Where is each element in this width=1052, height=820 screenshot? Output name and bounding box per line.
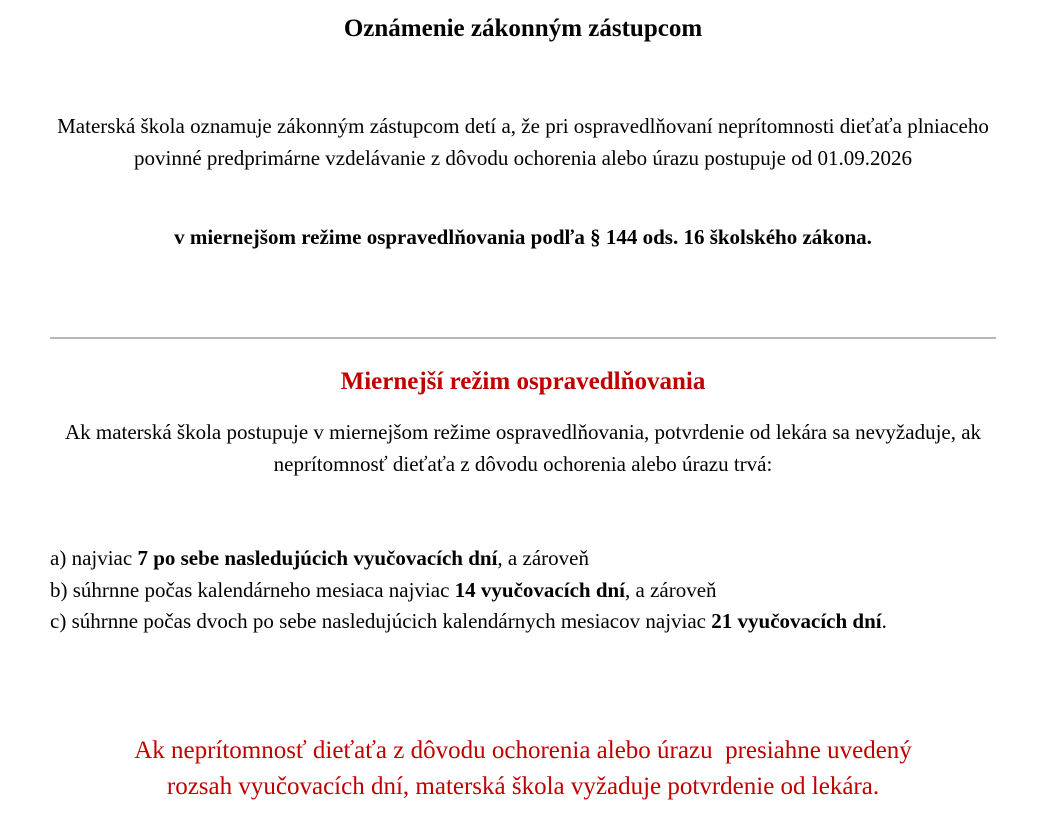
condition-c-suffix: . — [881, 609, 887, 633]
conditions-list — [50, 543, 930, 638]
condition-a-emphasis: 7 po sebe nasledujúcich vyučovacích dní — [137, 546, 498, 570]
condition-c-emphasis: 21 vyučovacích dní — [711, 609, 882, 633]
condition-a-suffix: , a zároveň — [497, 546, 589, 570]
section-divider — [50, 337, 996, 339]
doctor-certificate-warning — [30, 733, 1016, 805]
warning-line-1: Ak neprítomnosť dieťaťa z dôvodu ochorenia alebo úrazu presiahne uvedený — [134, 737, 912, 764]
section-paragraph: Ak materská škola postupuje v miernejšom režime ospravedlňovania, potvrdenie od lekára sa nevyžaduje, ak neprítomnosť dieťaťa z dôvodu ochorenia alebo úrazu trvá: — [64, 420, 982, 476]
condition-c — [50, 606, 930, 638]
intro-bold-statement: v miernejšom režime ospravedlňovania podľa § 144 ods. 16 školského zákona. — [174, 225, 872, 249]
condition-a-prefix: a) najviac — [50, 546, 138, 570]
condition-c-prefix: c) súhrnne počas dvoch po sebe nasledujúcich kalendárnych mesiacov najviac — [50, 609, 712, 633]
condition-b-suffix: , a zároveň — [625, 577, 717, 602]
condition-b-prefix: b) súhrnne počas kalendárneho mesiaca najviac — [50, 577, 455, 602]
condition-a — [50, 543, 930, 575]
document-title: Oznámenie zákonným zástupcom — [343, 15, 703, 42]
warning-line-2: rozsah vyučovacích dní, materská škola vyžaduje potvrdenie od lekára. — [166, 773, 880, 800]
condition-b — [50, 575, 930, 607]
intro-paragraph: Materská škola oznamuje zákonným zástupcom detí a, že pri ospravedlňovaní neprítomnosti dieťaťa plniaceho povinné predprimárne vzdelávanie z dôvodu ochorenia alebo úrazu postupuje od 01.09.2026 — [57, 114, 989, 170]
condition-b-emphasis: 14 vyučovacích dní — [454, 577, 626, 602]
section-heading: Miernejší režim ospravedlňovania — [340, 368, 706, 395]
